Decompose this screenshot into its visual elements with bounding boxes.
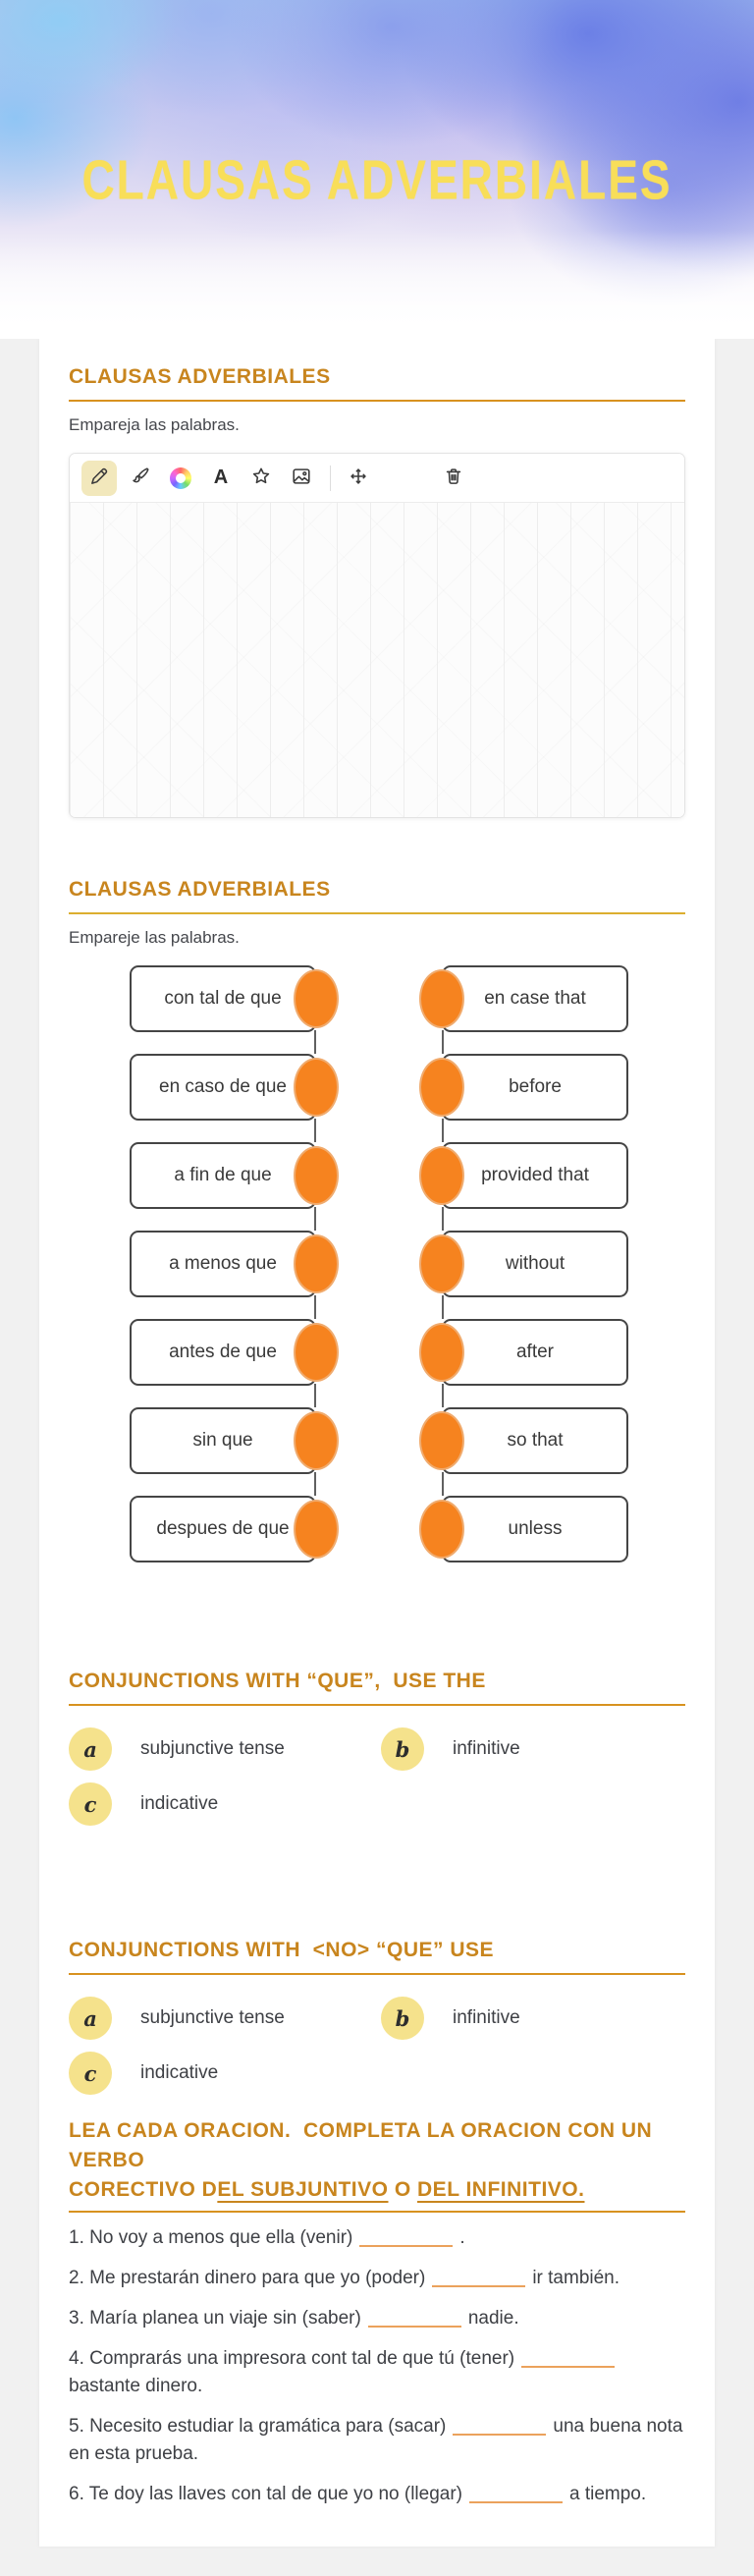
text-tool-button[interactable]: [209, 466, 233, 490]
match-left-item[interactable]: despues de que: [130, 1496, 316, 1562]
section-heading: CLAUSAS ADVERBIALES: [69, 878, 331, 901]
choice-options: [69, 1727, 685, 1826]
worksheet-card: [39, 339, 715, 2547]
match-left-item[interactable]: a menos que: [130, 1231, 316, 1297]
match-right-item[interactable]: en case that: [442, 965, 628, 1032]
option-c[interactable]: [69, 2052, 381, 2095]
option-label: indicative: [140, 1793, 219, 1814]
section-heading: LEA CADA ORACION. COMPLETA LA ORACION CON UN VERBO CORECTIVO DEL SUBJUNTIVO O DEL INFINITIVO.: [69, 2119, 653, 2201]
color-wheel-tool-button[interactable]: [169, 466, 192, 490]
option-b[interactable]: [381, 1997, 685, 2040]
section-drawing-task: [69, 362, 685, 818]
match-right-item[interactable]: unless: [442, 1496, 628, 1562]
section-matching: [69, 875, 685, 1562]
section-multiple-choice-no-que: [69, 1936, 685, 2095]
option-letter-badge[interactable]: b: [381, 1997, 424, 2040]
star-shape-tool-button[interactable]: [249, 466, 273, 490]
match-connector-dot[interactable]: [294, 1146, 339, 1205]
option-a[interactable]: [69, 1997, 381, 2040]
match-connector-dot[interactable]: [419, 1234, 464, 1293]
connector-stem: [314, 1207, 316, 1231]
answer-blank[interactable]: [469, 2490, 563, 2503]
match-connector-dot[interactable]: [294, 1234, 339, 1293]
match-connector-dot[interactable]: [419, 1146, 464, 1205]
color-wheel-icon: [170, 467, 191, 489]
match-connector-dot[interactable]: [419, 1500, 464, 1559]
watercolor-hero-banner: [0, 0, 754, 339]
option-a[interactable]: [69, 1727, 381, 1771]
move-tool-button[interactable]: [347, 466, 370, 490]
section-divider: [69, 400, 685, 402]
sentence-1: 1. No voy a menos que ella (venir) .: [69, 2227, 465, 2248]
option-label: subjunctive tense: [140, 1738, 285, 1759]
connector-stem: [314, 1384, 316, 1407]
match-connector-dot[interactable]: [419, 1323, 464, 1382]
answer-blank[interactable]: [368, 2314, 461, 2328]
match-left-item[interactable]: antes de que: [130, 1319, 316, 1386]
option-b[interactable]: [381, 1727, 685, 1771]
sentence-3: 3. María planea un viaje sin (saber) nadie.: [69, 2308, 519, 2329]
answer-blank[interactable]: [359, 2233, 453, 2247]
option-label: indicative: [140, 2062, 219, 2083]
option-letter-badge[interactable]: b: [381, 1727, 424, 1771]
task-instruction: Empareje las palabras.: [69, 928, 240, 947]
sentence-5: 5. Necesito estudiar la gramática para (sacar) una buena nota en esta prueba.: [69, 2416, 683, 2464]
match-connector-dot[interactable]: [294, 1411, 339, 1470]
section-heading: CLAUSAS ADVERBIALES: [69, 365, 331, 388]
match-connector-dot[interactable]: [419, 1058, 464, 1117]
sentence-6: 6. Te doy las llaves con tal de que yo no (llegar) a tiempo.: [69, 2484, 647, 2504]
pencil-tool-button[interactable]: [81, 461, 117, 496]
connector-stem: [314, 1030, 316, 1054]
brush-icon: [130, 466, 151, 490]
match-right-item[interactable]: after: [442, 1319, 628, 1386]
connector-stem: [314, 1119, 316, 1142]
connector-stem: [442, 1207, 444, 1231]
image-icon: [291, 466, 312, 490]
delete-tool-button[interactable]: [442, 466, 465, 490]
match-right-item[interactable]: without: [442, 1231, 628, 1297]
connector-stem: [314, 1295, 316, 1319]
option-letter-badge[interactable]: c: [69, 2052, 112, 2095]
answer-blank[interactable]: [521, 2354, 615, 2368]
connector-stem: [442, 1384, 444, 1407]
choice-options: [69, 1997, 685, 2095]
option-c[interactable]: [69, 1782, 381, 1826]
worksheet-title: CLAUSAS ADVERBIALES: [81, 148, 673, 211]
match-connector-dot[interactable]: [294, 1323, 339, 1382]
section-divider: [69, 2211, 685, 2213]
option-letter-badge[interactable]: c: [69, 1782, 112, 1826]
toolbar-separator: [330, 466, 331, 491]
drawing-canvas[interactable]: [70, 503, 684, 817]
page-background: [0, 339, 754, 2576]
sentence-2: 2. Me prestarán dinero para que yo (poder) ir también.: [69, 2268, 620, 2288]
move-arrows-icon: [348, 466, 369, 490]
option-label: infinitive: [453, 2007, 520, 2028]
connector-stem: [314, 1472, 316, 1496]
image-tool-button[interactable]: [290, 466, 313, 490]
section-heading: CONJUNCTIONS WITH <NO> “QUE” USE: [69, 1939, 495, 1961]
sentence-4: 4. Comprarás una impresora cont tal de que tú (tener)bastante dinero.: [69, 2345, 685, 2400]
section-heading: CONJUNCTIONS WITH “QUE”, USE THE: [69, 1670, 486, 1692]
pencil-icon: [88, 466, 110, 490]
drawing-toolbar: [70, 454, 684, 503]
section-multiple-choice-que: [69, 1667, 685, 1826]
match-left-item[interactable]: a fin de que: [130, 1142, 316, 1209]
match-connector-dot[interactable]: [294, 1058, 339, 1117]
option-label: subjunctive tense: [140, 2007, 285, 2028]
match-right-item[interactable]: so that: [442, 1407, 628, 1474]
brush-tool-button[interactable]: [129, 466, 152, 490]
option-label: infinitive: [453, 1738, 520, 1759]
option-letter-badge[interactable]: a: [69, 1727, 112, 1771]
section-divider: [69, 1704, 685, 1706]
match-connector-dot[interactable]: [294, 969, 339, 1028]
connector-stem: [442, 1295, 444, 1319]
option-letter-badge[interactable]: a: [69, 1997, 112, 2040]
match-connector-dot[interactable]: [419, 1411, 464, 1470]
matching-grid: [130, 965, 685, 1562]
task-instruction: Empareja las palabras.: [69, 415, 240, 434]
star-icon: [250, 466, 272, 490]
match-left-item[interactable]: sin que: [130, 1407, 316, 1474]
match-left-item[interactable]: con tal de que: [130, 965, 316, 1032]
text-tool-icon: A: [213, 466, 229, 488]
match-connector-dot[interactable]: [419, 969, 464, 1028]
drawing-widget: [69, 453, 685, 818]
answer-blank[interactable]: [453, 2422, 546, 2436]
connector-stem: [442, 1030, 444, 1054]
connector-stem: [442, 1119, 444, 1142]
match-connector-dot[interactable]: [294, 1500, 339, 1559]
match-right-item[interactable]: before: [442, 1054, 628, 1121]
match-left-item[interactable]: en caso de que: [130, 1054, 316, 1121]
section-fill-in-blanks: [69, 2116, 685, 2508]
connector-stem: [442, 1472, 444, 1496]
section-divider: [69, 912, 685, 914]
section-divider: [69, 1973, 685, 1975]
answer-blank[interactable]: [432, 2274, 525, 2287]
match-right-item[interactable]: provided that: [442, 1142, 628, 1209]
trash-icon: [443, 466, 464, 490]
